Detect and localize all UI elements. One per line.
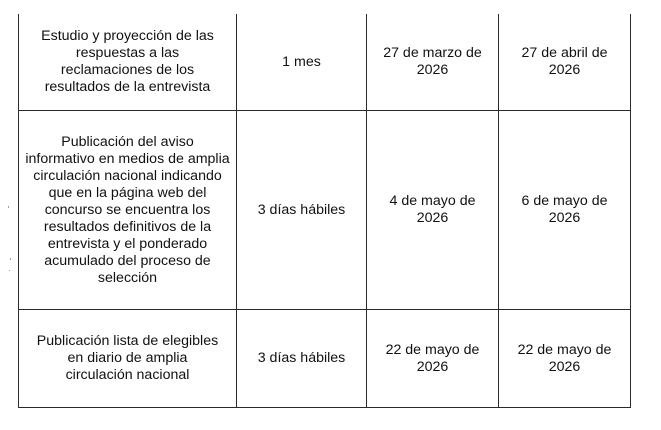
start-date-text: 27 de marzo de 2026 (383, 45, 482, 78)
schedule-table (18, 14, 631, 408)
end-date-text: 27 de abril de 2026 (521, 45, 608, 78)
duration-text: 1 mes (282, 53, 321, 70)
scan-speck (8, 206, 9, 208)
end-date-cell (499, 111, 631, 310)
end-date-text: 6 de mayo de 2026 (521, 193, 608, 226)
table-row (19, 310, 631, 408)
start-date-text: 22 de mayo de 2026 (385, 341, 480, 375)
activity-cell (19, 111, 237, 310)
duration-text: 3 días hábiles (257, 350, 346, 366)
table-row (19, 111, 631, 310)
start-date-cell (367, 14, 499, 111)
duration-cell (237, 14, 367, 111)
start-date-cell (367, 111, 499, 310)
end-date-cell (499, 14, 631, 111)
activity-text: Estudio y proyección de las respuestas a las reclamaciones de los resultados de la entrevista (41, 28, 214, 95)
activity-text: Publicación del aviso informativo en medios de amplia circulación nacional indicando que en la página web del concurso se encuentra los resultados definitivos de la entrevista y el ponderado acumulado del proceso de selección (25, 133, 230, 286)
duration-cell (237, 111, 367, 310)
start-date-text: 4 de mayo de 2026 (389, 193, 476, 226)
table-row (19, 14, 631, 111)
activity-cell (19, 310, 237, 408)
duration-text: 3 días hábiles (257, 201, 346, 218)
scan-speck (9, 270, 10, 271)
end-date-text: 22 de mayo de 2026 (517, 341, 612, 375)
end-date-cell (499, 310, 631, 408)
activity-text: Publicación lista de elegibles en diario de amplia circulación nacional (36, 333, 219, 383)
duration-cell (237, 310, 367, 408)
start-date-cell (367, 310, 499, 408)
scan-speck (10, 258, 11, 260)
activity-cell (19, 14, 237, 111)
